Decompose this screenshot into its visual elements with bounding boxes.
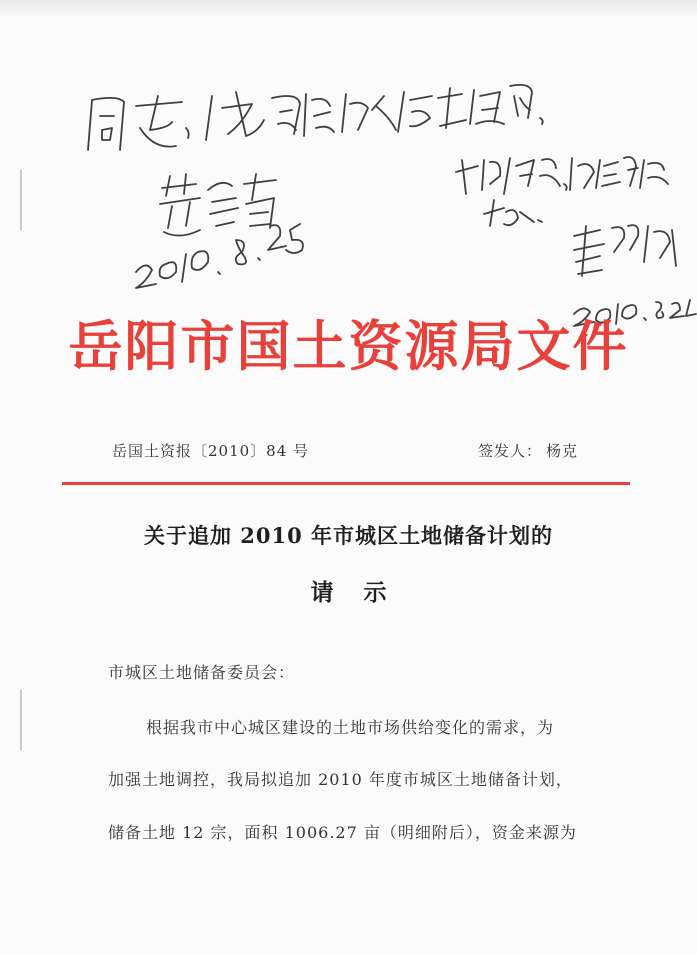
body-paragraph-line: 根据我市中心城区建设的土地市场供给变化的需求，为 bbox=[146, 718, 555, 737]
signer-label: 签发人： bbox=[478, 442, 543, 460]
masthead-title: 岳阳市国土资源局文件 bbox=[68, 314, 629, 378]
handwritten-review-remark bbox=[456, 157, 668, 226]
addressee: 市城区土地储备委员会： bbox=[108, 663, 296, 682]
handwritten-signature-2 bbox=[574, 225, 676, 276]
handwritten-date-1 bbox=[136, 224, 303, 288]
body-paragraph-line: 储备土地 12 宗，面积 1006.27 亩（明细附后），资金来源为 bbox=[108, 823, 577, 842]
staple-mark-bottom bbox=[20, 690, 30, 750]
signer bbox=[478, 440, 578, 461]
document-number: 岳国土资报〔2010〕84 号 bbox=[112, 442, 310, 460]
red-divider bbox=[62, 482, 630, 485]
handwritten-approval-remark bbox=[88, 85, 543, 150]
document-title-line-2: 请示 bbox=[310, 579, 417, 606]
handwritten-signature-1 bbox=[160, 174, 276, 236]
body-paragraph-line: 加强土地调控，我局拟追加 2010 年度市城区土地储备计划， bbox=[108, 770, 573, 789]
signer-name: 杨克 bbox=[546, 442, 579, 460]
document-title-line-1: 关于追加 2010 年市城区土地储备计划的 bbox=[143, 523, 554, 548]
